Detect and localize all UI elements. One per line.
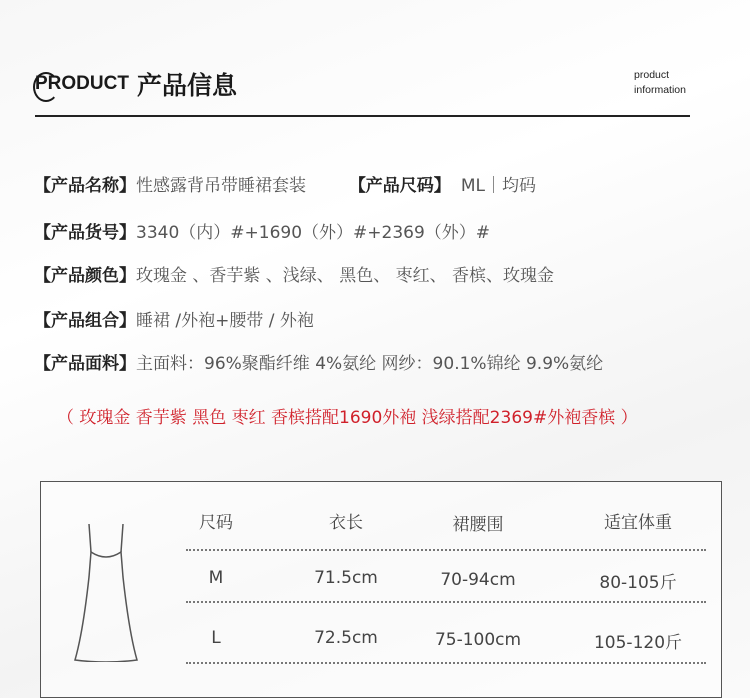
color-value: 玫瑰金 、香芋紫 、浅绿、 黑色、 枣红、 香槟、玫瑰金 xyxy=(136,266,555,286)
info-row-combo xyxy=(34,306,314,331)
info-row-sku xyxy=(34,218,490,243)
brand-title xyxy=(35,66,237,102)
row-l-size: L xyxy=(211,628,221,648)
row-l-weight: 105-120斤 xyxy=(593,633,683,653)
row-divider xyxy=(186,549,706,551)
info-row-name xyxy=(34,171,536,196)
side-caption-line2: information xyxy=(634,84,686,96)
slip-dress-icon xyxy=(71,522,141,662)
size-table xyxy=(40,481,722,698)
side-caption xyxy=(634,68,686,98)
header-weight: 适宜体重 xyxy=(604,513,672,533)
row-m-size: M xyxy=(208,568,224,588)
info-row-color xyxy=(34,261,554,286)
sku-value: 3340（内）#+1690（外）#+2369（外）# xyxy=(136,223,491,243)
size-value: ML｜均码 xyxy=(460,176,536,196)
header-length: 衣长 xyxy=(329,513,363,533)
circle-mark-icon xyxy=(33,72,59,102)
row-l-length: 72.5cm xyxy=(314,628,378,648)
fabric-label: 【产品面料】 xyxy=(34,354,136,374)
sku-label: 【产品货号】 xyxy=(34,223,136,243)
info-row-fabric xyxy=(34,349,603,374)
row-m-length: 71.5cm xyxy=(314,568,378,588)
combo-label: 【产品组合】 xyxy=(34,311,136,331)
brand-en-text: PRODUCT xyxy=(35,73,129,94)
brand-cn-text: 产品信息 xyxy=(136,71,237,100)
header-size: 尺码 xyxy=(199,513,233,533)
side-caption-line1: product xyxy=(634,69,670,81)
combo-value: 睡裙 /外袍+腰带 / 外袍 xyxy=(136,311,314,331)
row-divider xyxy=(186,601,706,603)
row-m-weight: 80-105斤 xyxy=(599,573,677,593)
row-m-waist: 70-94cm xyxy=(440,570,516,590)
color-match-note: （ 玫瑰金 香芋紫 黑色 枣红 香槟搭配1690外袍 浅绿搭配2369#外袍香槟 ） xyxy=(57,408,638,428)
fabric-value: 主面料：96%聚酯纤维 4%氨纶 网纱：90.1%锦纶 9.9%氨纶 xyxy=(136,354,604,374)
name-value: 性感露背吊带睡裙套装 xyxy=(136,176,306,196)
row-l-waist: 75-100cm xyxy=(434,630,522,650)
size-label: 【产品尺码】 xyxy=(348,176,451,196)
row-divider xyxy=(186,662,706,664)
name-label: 【产品名称】 xyxy=(34,176,136,196)
section-header xyxy=(35,58,690,118)
color-label: 【产品颜色】 xyxy=(34,266,136,286)
header-rule xyxy=(35,115,690,117)
header-waist: 裙腰围 xyxy=(452,515,504,535)
